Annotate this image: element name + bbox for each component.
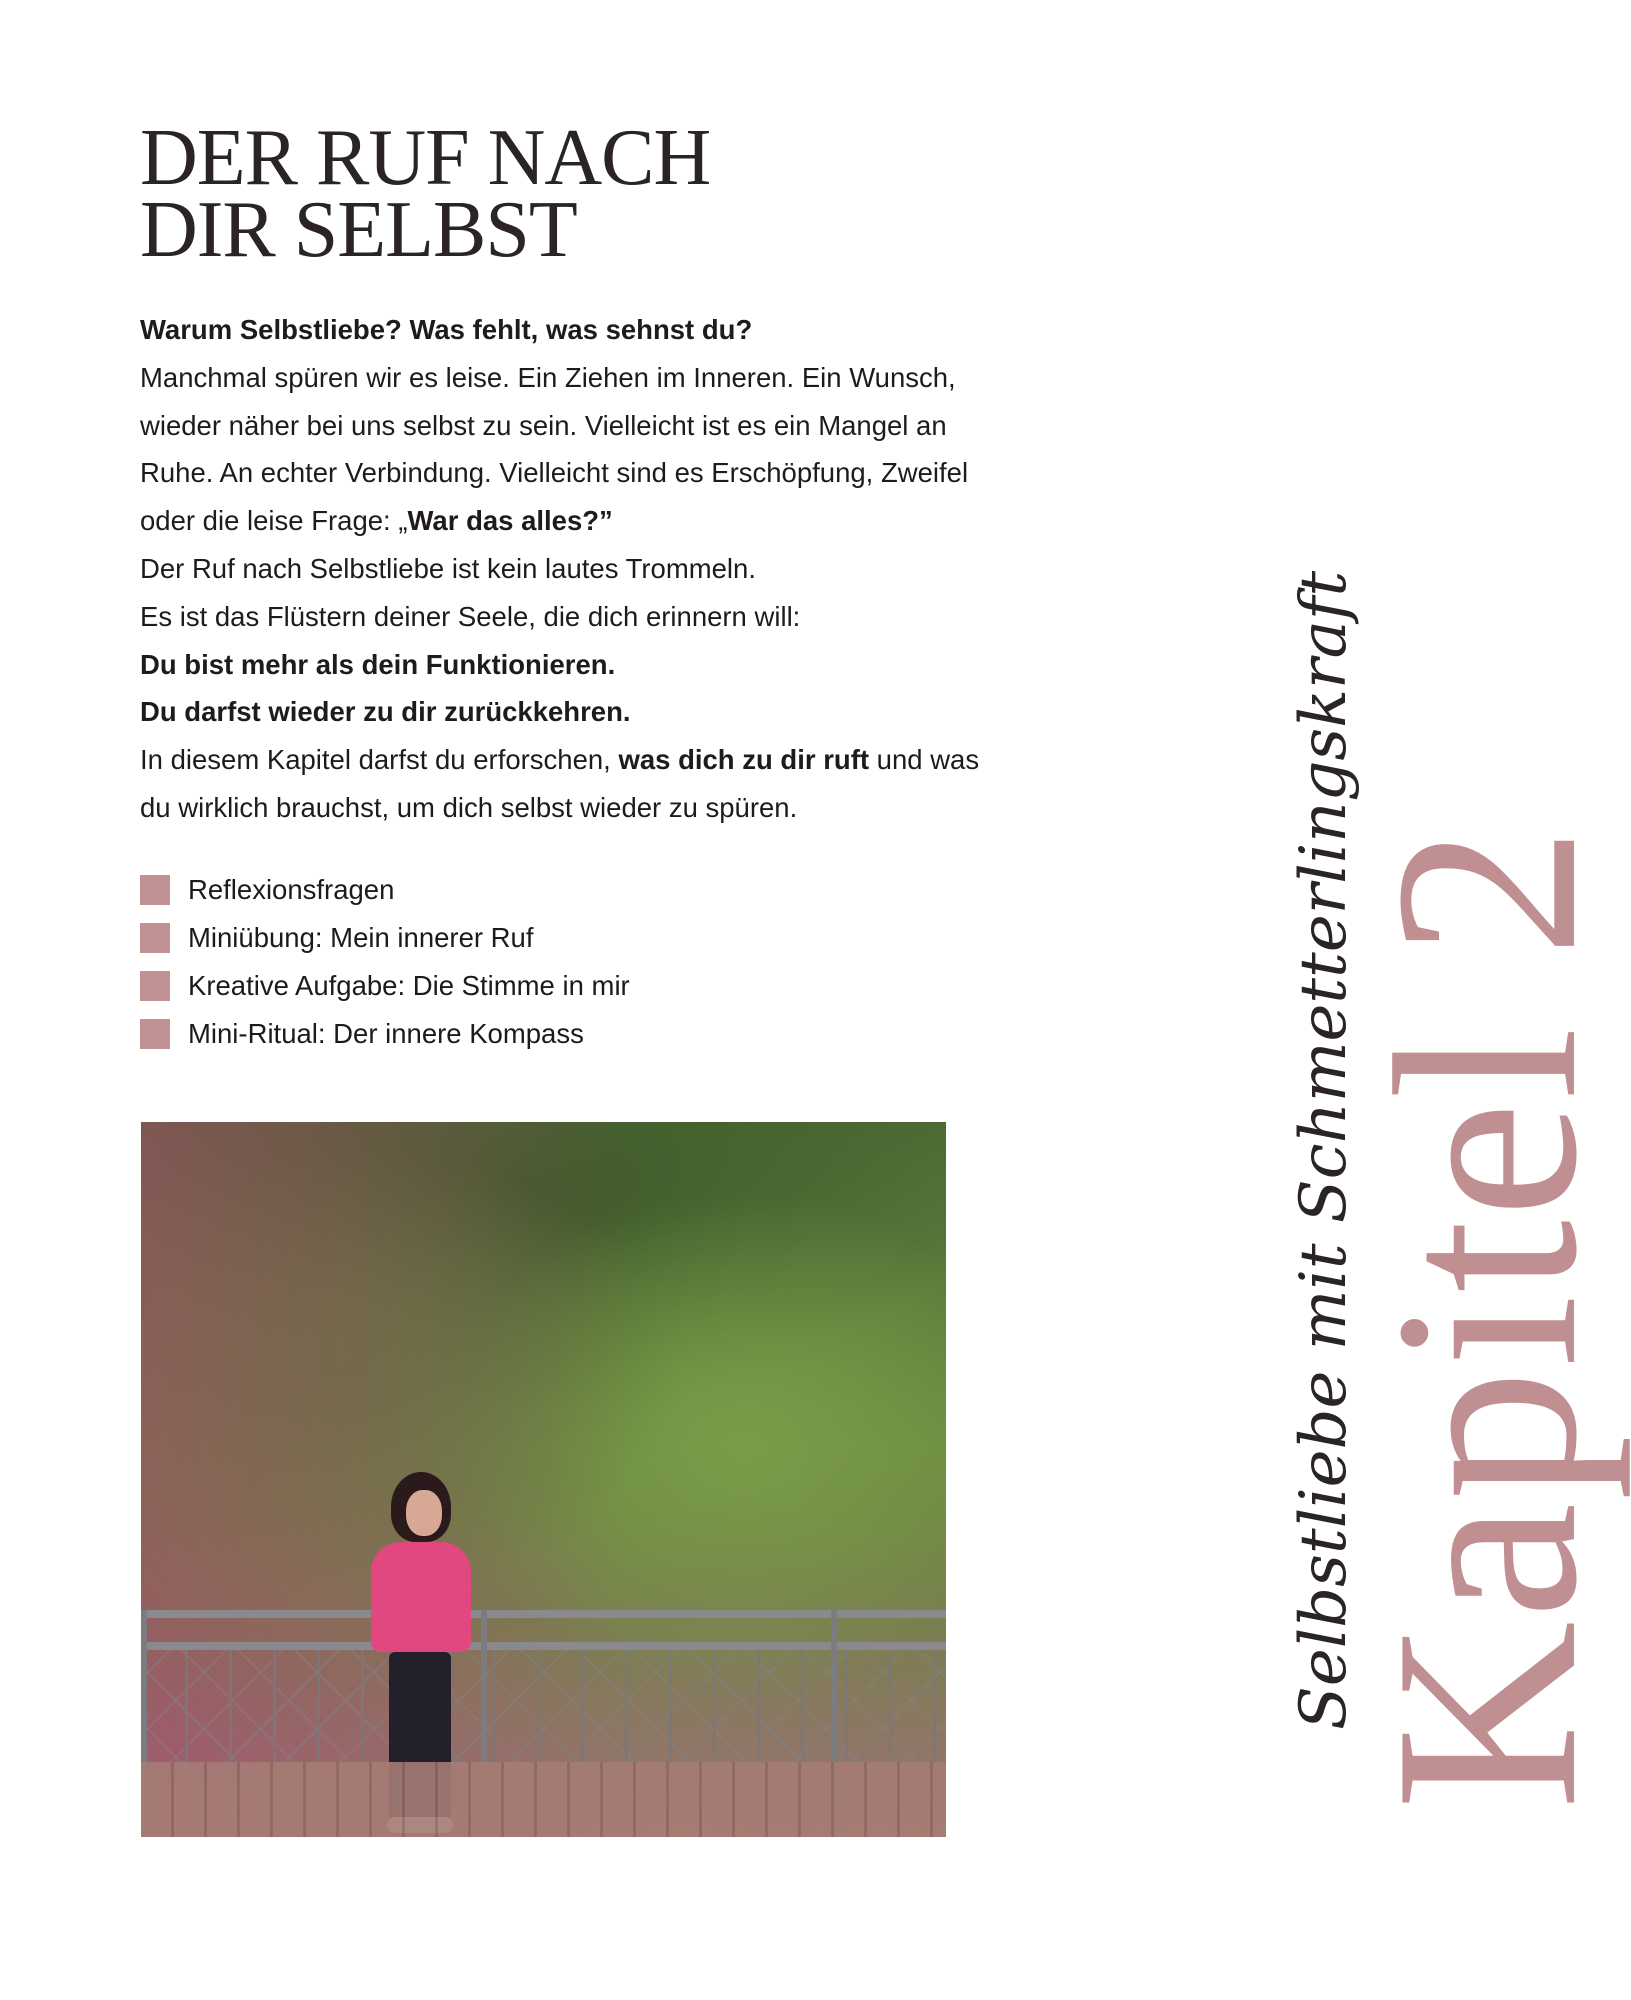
- list-item-label: Mini-Ritual: Der innere Kompass: [188, 1018, 584, 1049]
- bullet-square-icon: [140, 923, 170, 953]
- intro-emphasis: [140, 688, 1000, 736]
- intro-bold: was dich zu dir ruft: [618, 744, 870, 776]
- intro-heading: [140, 306, 1000, 354]
- chapter-label: Kapitel 2: [1341, 824, 1631, 1810]
- chapter-contents-list: [140, 866, 630, 1058]
- woman-pink-shirt: [371, 1542, 471, 1652]
- intro-line-start: In diesem Kapitel darfst du erforschen,: [140, 744, 619, 776]
- list-item: [140, 914, 630, 962]
- intro-line: Manchmal spüren wir es leise. Ein Ziehen im Inneren. Ein Wunsch,: [140, 361, 956, 393]
- intro-emphasis-text: Du darfst wieder zu dir zurückkehren.: [140, 696, 631, 728]
- intro-text: [140, 306, 1000, 832]
- railing-top-bar: [141, 1610, 946, 1618]
- list-item-label: Reflexionsfragen: [188, 874, 395, 905]
- page-title-line-2: DIR SELBST: [140, 186, 577, 274]
- intro-question: War das alles?”: [407, 505, 613, 537]
- intro-line-end: und was: [869, 744, 980, 776]
- intro-emphasis-text: Du bist mehr als dein Funktionieren.: [140, 648, 616, 680]
- intro-line: [140, 497, 1000, 545]
- page-title-line-1: DER RUF NACH: [140, 114, 711, 202]
- intro-line: Der Ruf nach Selbstliebe ist kein lautes Trommeln.: [140, 552, 756, 584]
- intro-line-start: oder die leise Frage: „: [140, 505, 408, 537]
- woman-face: [406, 1490, 442, 1536]
- list-item: [140, 866, 630, 914]
- list-item-label: Miniübung: Mein innerer Ruf: [188, 922, 534, 953]
- list-item: [140, 962, 630, 1010]
- page-title: [140, 114, 711, 274]
- intro-line: du wirklich brauchst, um dich selbst wieder zu spüren.: [140, 791, 798, 823]
- bullet-square-icon: [140, 1019, 170, 1049]
- bridge-deck: [141, 1762, 946, 1837]
- bullet-square-icon: [140, 875, 170, 905]
- book-subtitle: Selbstliebe mit Schmetterlingskraft: [1287, 570, 1361, 1730]
- list-item: [140, 1010, 630, 1058]
- intro-line: wieder näher bei uns selbst zu sein. Vielleicht ist es ein Mangel an: [140, 409, 947, 441]
- bullet-square-icon: [140, 971, 170, 1001]
- list-item-label: Kreative Aufgabe: Die Stimme in mir: [188, 970, 630, 1001]
- intro-emphasis: [140, 641, 1000, 689]
- intro-heading-text: Warum Selbstliebe? Was fehlt, was sehnst du?: [140, 314, 753, 345]
- railing-handrail: [141, 1642, 946, 1650]
- chapter-photo: [141, 1122, 946, 1837]
- intro-line: Es ist das Flüstern deiner Seele, die dich erinnern will:: [140, 600, 801, 632]
- intro-line: Ruhe. An echter Verbindung. Vielleicht sind es Erschöpfung, Zweifel: [140, 457, 969, 489]
- intro-line: [140, 736, 1000, 784]
